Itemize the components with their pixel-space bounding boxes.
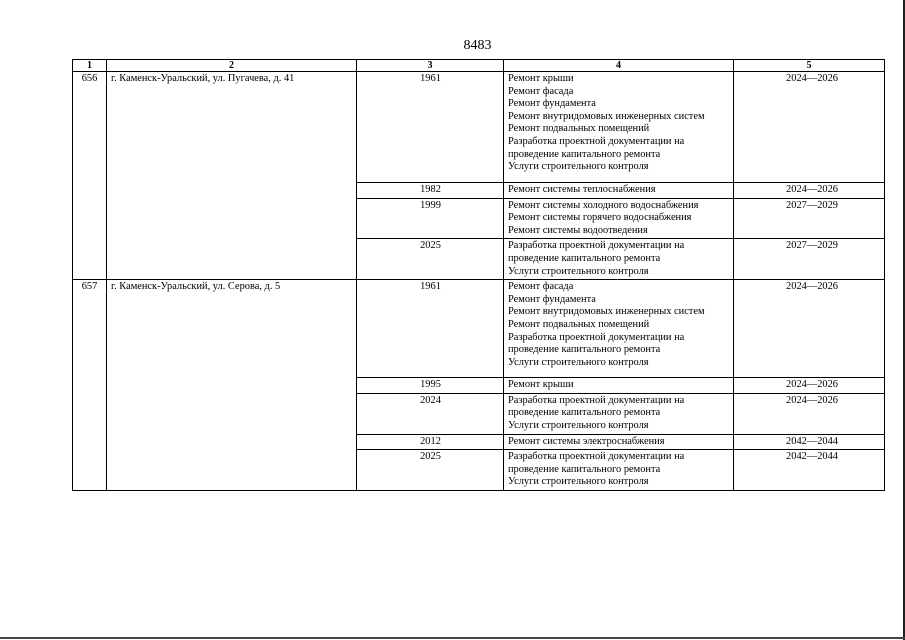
works-cell [504, 280, 734, 378]
period-cell: 2024—2026 [734, 378, 885, 394]
work-item: Ремонт крыши [508, 379, 574, 391]
work-item: Услуги строительного контроля [508, 265, 649, 277]
work-item: проведение капитального ремонта [508, 463, 661, 475]
year-cell: 1999 [357, 198, 504, 239]
table-row [73, 280, 885, 378]
table-row [73, 72, 885, 183]
work-item: Услуги строительного контроля [508, 161, 649, 173]
work-item: Разработка проектной документации на [508, 451, 685, 463]
column-header-4: 4 [504, 60, 734, 72]
period-cell: 2042—2044 [734, 450, 885, 491]
work-item: Ремонт внутридомовых инженерных систем [508, 306, 705, 318]
capital-repair-table [72, 59, 885, 491]
works-cell [504, 434, 734, 450]
work-item: Ремонт фасада [508, 281, 574, 293]
column-header-1: 1 [73, 60, 107, 72]
work-item: Разработка проектной документации на [508, 240, 685, 252]
works-cell [504, 198, 734, 239]
works-cell [504, 183, 734, 199]
works-cell [504, 239, 734, 280]
year-cell: 2025 [357, 450, 504, 491]
work-item: Ремонт системы водоотведения [508, 224, 648, 236]
work-item: Разработка проектной документации на [508, 331, 685, 343]
period-cell: 2024—2026 [734, 183, 885, 199]
works-cell [504, 393, 734, 434]
period-cell: 2027—2029 [734, 198, 885, 239]
year-cell: 1961 [357, 280, 504, 378]
row-number: 657 [73, 280, 107, 491]
work-item: Ремонт подвальных помещений [508, 318, 650, 330]
work-item: Ремонт фундамента [508, 98, 596, 110]
period-cell: 2042—2044 [734, 434, 885, 450]
work-item: Разработка проектной документации на [508, 394, 685, 406]
work-item: Разработка проектной документации на [508, 135, 685, 147]
year-cell: 2024 [357, 393, 504, 434]
work-item: Ремонт крыши [508, 73, 574, 84]
year-cell: 1995 [357, 378, 504, 394]
work-item: Услуги строительного контроля [508, 419, 649, 431]
address-cell: г. Каменск-Уральский, ул. Серова, д. 5 [107, 280, 357, 491]
works-cell [504, 450, 734, 491]
row-number: 656 [73, 72, 107, 280]
header-row [73, 60, 885, 72]
work-item: Ремонт системы горячего водоснабжения [508, 212, 692, 224]
period-cell: 2024—2026 [734, 72, 885, 183]
work-item: Ремонт системы теплоснабжения [508, 184, 656, 195]
year-cell: 2025 [357, 239, 504, 280]
work-item: Услуги строительного контроля [508, 356, 649, 368]
year-cell: 1961 [357, 72, 504, 183]
work-item: проведение капитального ремонта [508, 344, 661, 356]
work-item: Услуги строительного контроля [508, 476, 649, 488]
year-cell: 1982 [357, 183, 504, 199]
period-cell: 2024—2026 [734, 280, 885, 378]
work-item: Ремонт системы электроснабжения [508, 435, 665, 447]
work-item: проведение капитального ремонта [508, 407, 661, 419]
column-header-5: 5 [734, 60, 885, 72]
works-cell [504, 378, 734, 394]
work-item: проведение капитального ремонта [508, 148, 661, 160]
work-item: Ремонт внутридомовых инженерных систем [508, 110, 705, 122]
works-cell [504, 72, 734, 183]
work-item: Ремонт фасада [508, 85, 574, 97]
year-cell: 2012 [357, 434, 504, 450]
period-cell: 2024—2026 [734, 393, 885, 434]
work-item: Ремонт подвальных помещений [508, 123, 650, 135]
column-header-3: 3 [357, 60, 504, 72]
period-cell: 2027—2029 [734, 239, 885, 280]
work-item: проведение капитального ремонта [508, 252, 661, 264]
page-edge-bottom [0, 637, 905, 639]
work-item: Ремонт системы холодного водоснабжения [508, 199, 699, 211]
address-cell: г. Каменск-Уральский, ул. Пугачева, д. 41 [107, 72, 357, 280]
page-number: 8483 [463, 38, 492, 53]
work-item: Ремонт фундамента [508, 293, 596, 305]
column-header-2: 2 [107, 60, 357, 72]
